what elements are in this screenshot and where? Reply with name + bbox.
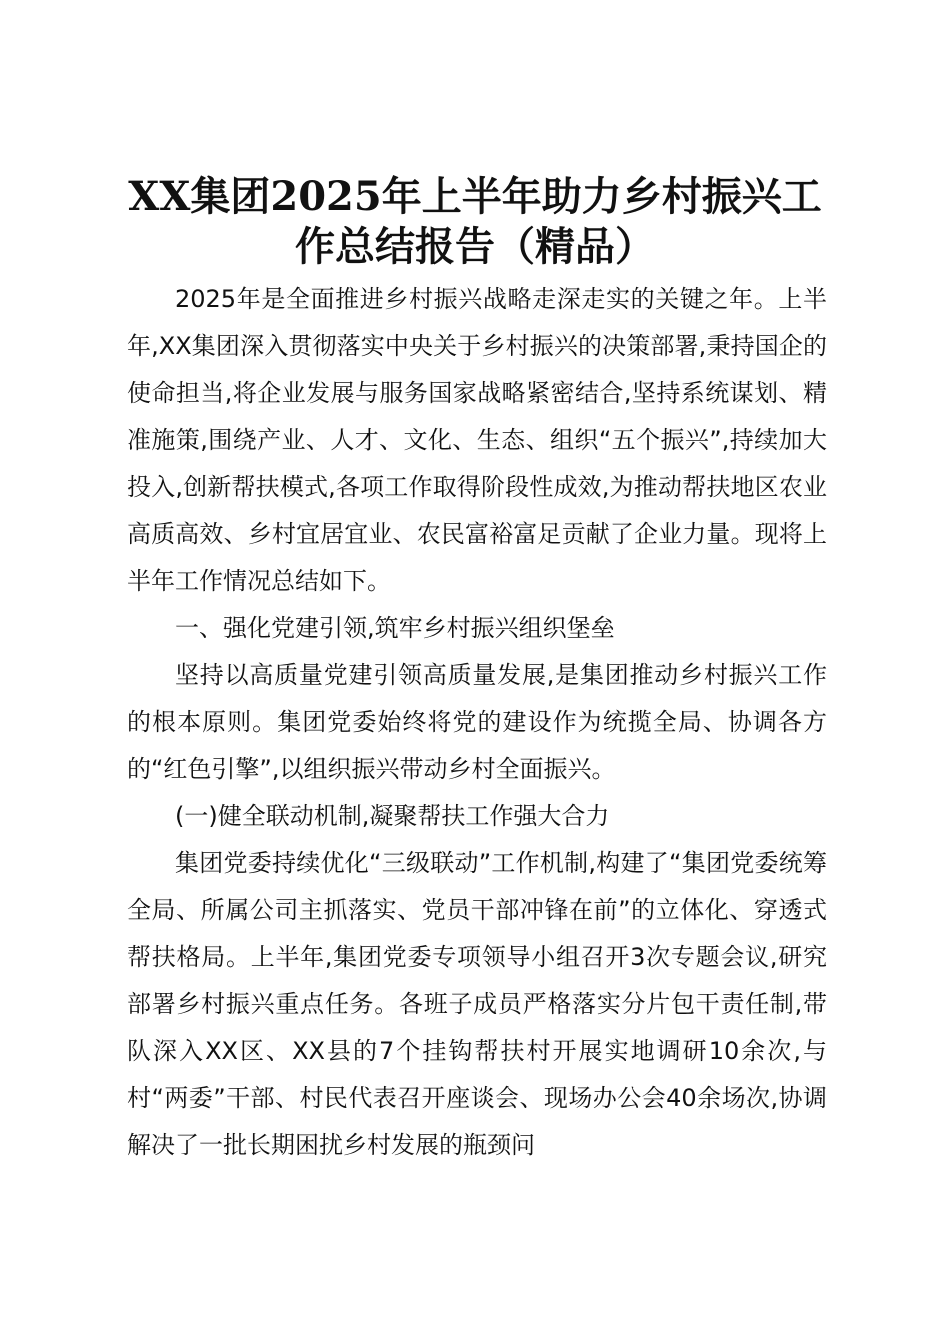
- document-title: XX集团2025年上半年助力乡村振兴工作总结报告（精品）: [128, 173, 822, 270]
- section-heading-1: 一、强化党建引领,筑牢乡村振兴组织堡垒: [175, 614, 615, 642]
- paragraph-subsection-1: 集团党委持续优化“三级联动”工作机制,构建了“集团党委统筹全局、所属公司主抓落实、党员干部冲锋在前”的立体化、穿透式帮扶格局。上半年,集团党委专项领导小组召开3次专题会议,研究部署乡村振兴重点任务。各班子成员严格落实分片包干责任制,带队深入XX区、XX县的7个挂钩帮扶村开展实地调研10余次,与村“两委”干部、村民代表召开座谈会、现场办公会40余场次,协调解决了一批长期困扰乡村发展的瓶颈问: [127, 849, 827, 1159]
- document-body: [127, 276, 827, 1169]
- subsection-heading-1: (一)健全联动机制,凝聚帮扶工作强大合力: [175, 802, 610, 830]
- paragraph-intro: 2025年是全面推进乡村振兴战略走深走实的关键之年。上半年,XX集团深入贯彻落实中央关于乡村振兴的决策部署,秉持国企的使命担当,将企业发展与服务国家战略紧密结合,坚持系统谋划、精准施策,围绕产业、人才、文化、生态、组织“五个振兴”,持续加大投入,创新帮扶模式,各项工作取得阶段性成效,为推动帮扶地区农业高质高效、乡村宜居宜业、农民富裕富足贡献了企业力量。现将上半年工作情况总结如下。: [127, 285, 827, 595]
- paragraph-section-1: 坚持以高质量党建引领高质量发展,是集团推动乡村振兴工作的根本原则。集团党委始终将党的建设作为统揽全局、协调各方的“红色引擎”,以组织振兴带动乡村全面振兴。: [127, 661, 827, 783]
